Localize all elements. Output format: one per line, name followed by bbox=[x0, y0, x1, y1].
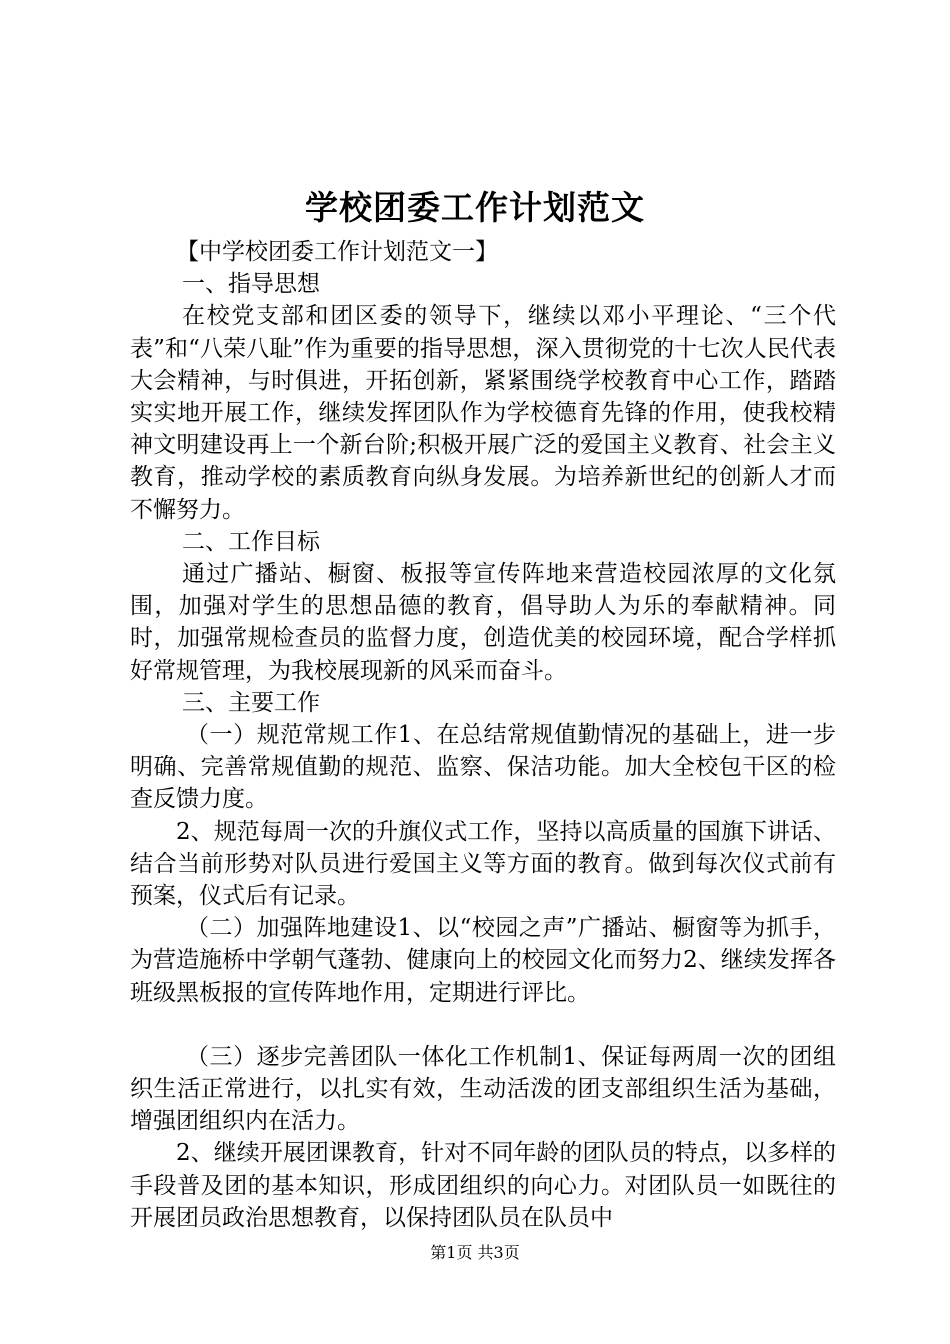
paragraph: 在校党支部和团区委的领导下，继续以邓小平理论、“三个代表”和“八荣八耻”作为重要的指导思想，深入贯彻党的十七次人民代表大会精神，与时俱进，开拓创新，紧紧围绕学校教育中心工作，踏踏实实地开展工作，继续发挥团队作为学校德育先锋的作用，使我校精神文明建设再上一个新台阶;积极开展广泛的爱国主义教育、社会主义教育，推动学校的素质教育向纵身发展。为培养新世纪的创新人才而不懈努力。 bbox=[130, 303, 836, 523]
subheading-work-goals: 二、工作目标 bbox=[182, 528, 320, 555]
paragraph-gap bbox=[130, 1009, 836, 1041]
paragraph: 通过广播站、橱窗、板报等宣传阵地来营造校园浓厚的文化氛围，加强对学生的思想品德的教育，倡导助人为乐的奉献精神。同时，加强常规检查员的监督力度，创造优美的校园环境，配合学样抓好常规管理，为我校展现新的风采而奋斗。 bbox=[130, 561, 836, 684]
paragraph: （三）逐步完善团队一体化工作机制1、保证每两周一次的团组织生活正常进行，以扎实有效，生动活泼的团支部组织生活为基础，增强团组织内在活力。 bbox=[130, 1043, 836, 1135]
paragraph: 2、继续开展团课教育，针对不同年龄的团队员的特点，以多样的手段普及团的基本知识，形成团组织的向心力。对团队员一如既往的开展团员政治思想教育，以保持团队员在队员中 bbox=[130, 1140, 836, 1231]
document-body bbox=[130, 236, 836, 1234]
subheading-guiding-ideology: 一、指导思想 bbox=[182, 271, 320, 298]
paragraph: 2、规范每周一次的升旗仪式工作，坚持以高质量的国旗下讲话、结合当前形势对队员进行爱国主义等方面的教育。做到每次仪式前有预案，仪式后有记录。 bbox=[130, 818, 836, 910]
page-footer: 第1页 共3页 bbox=[430, 1243, 520, 1262]
document-title: 学校团委工作计划范文 bbox=[305, 188, 645, 227]
section-heading: 【中学校团委工作计划范文一】 bbox=[176, 239, 498, 265]
paragraph: （二）加强阵地建设1、以“校园之声”广播站、橱窗等为抓手，为营造施桥中学朝气蓬勃、健康向上的校园文化而努力2、继续发挥各班级黑板报的宣传阵地作用，定期进行评比。 bbox=[130, 915, 836, 1006]
subheading-main-work: 三、主要工作 bbox=[182, 689, 320, 716]
paragraph: （一）规范常规工作1、在总结常规值勤情况的基础上，进一步明确、完善常规值勤的规范、监察、保洁功能。加大全校包干区的检查反馈力度。 bbox=[130, 722, 836, 813]
